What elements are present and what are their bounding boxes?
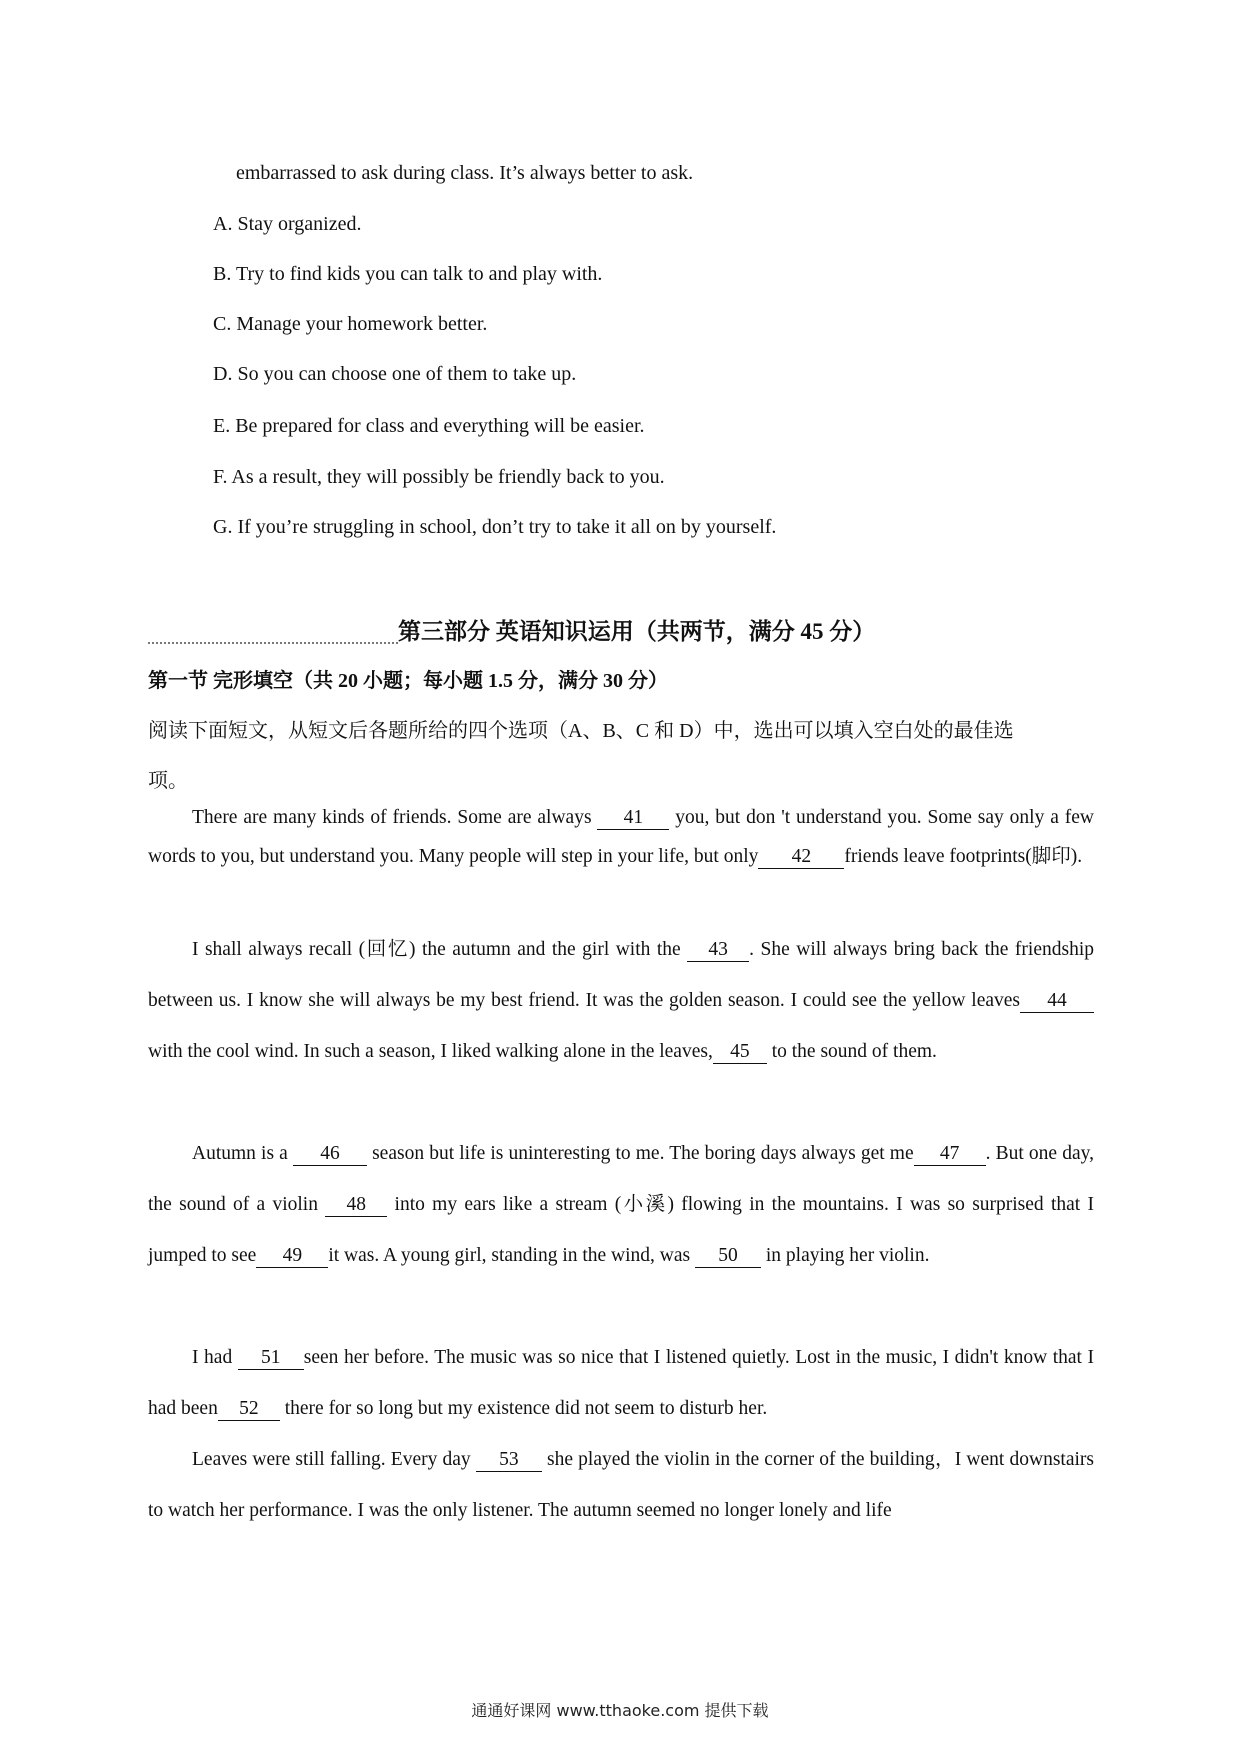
blank-52: 52 [218,1398,280,1421]
option-d: D. So you can choose one of them to take up. [213,363,577,385]
passage-paragraph-4 [148,1332,1094,1434]
section-heading [148,616,948,648]
passage-paragraph-3 [148,1128,1094,1281]
blank-46: 46 [293,1143,367,1166]
blank-51: 51 [238,1347,304,1370]
option-e: E. Be prepared for class and everything will be easier. [213,415,645,437]
passage-paragraph-1 [148,798,1094,876]
blank-45: 45 [713,1041,767,1064]
blank-42: 42 [758,846,844,869]
page-footer: 通通好课网 www.tthaoke.com 提供下载 [471,1701,769,1720]
subsection-heading: 第一节 完形填空（共 20 小题；每小题 1.5 分，满分 30 分） [148,670,668,692]
blank-49: 49 [256,1245,328,1268]
continuation-text: embarrassed to ask during class. It’s always better to ask. [236,162,694,184]
instruction-line-2: 项。 [148,770,188,792]
passage-text: friends leave footprints(脚印). [844,846,1083,867]
passage-text: with the cool wind. In such a season, I liked walking alone in the leaves, [148,1041,713,1062]
blank-48: 48 [325,1194,387,1217]
passage-text: . She will always bring back the friendship between us. I know she will always be my best friend. It was the golden season. I could see the yellow leaves [148,939,1094,1011]
blank-41: 41 [597,807,669,830]
passage-text: Autumn is a [192,1143,293,1164]
passage-text: there for so long but my existence did not seem to disturb her. [279,1398,768,1419]
passage-text: There are many kinds of friends. Some are always [192,807,598,828]
passage-text: into my ears like a stream (小溪) flowing in the mountains. I was so surprised that I jumped to see [148,1194,1094,1266]
blank-43: 43 [687,939,749,962]
passage-text: . But one day, the sound of a violin [148,1143,1094,1215]
blank-53: 53 [476,1449,542,1472]
option-b: B. Try to find kids you can talk to and play with. [213,263,603,285]
blank-44: 44 [1020,990,1094,1013]
instruction-line-1: 阅读下面短文，从短文后各题所给的四个选项（A、B、C 和 D）中，选出可以填入空白处的最佳选 [148,720,1014,742]
passage-text: in playing her violin. [761,1245,930,1266]
passage-text: she played the violin in the corner of the building，I went downstairs to watch her performance. I was the only listener. The autumn seemed no longer lonely and life [148,1449,1094,1521]
section-heading-text: 第三部分 英语知识运用（共两节，满分 45 分） [398,619,876,644]
passage-text: you, but don 't understand you. Some say only a few words to you, but understand you. Many people will step in your life, but only [148,807,1094,867]
passage-paragraph-5 [148,1434,1094,1536]
passage-text: I had [192,1347,238,1368]
option-f: F. As a result, they will possibly be friendly back to you. [213,466,665,488]
option-g: G. If you’re struggling in school, don’t try to take it all on by yourself. [213,516,777,538]
blank-50: 50 [695,1245,761,1268]
passage-text: I shall always recall (回忆) the autumn and the girl with the [192,939,688,960]
passage-paragraph-2 [148,924,1094,1077]
passage-text: Leaves were still falling. Every day [192,1449,476,1470]
passage-text: seen her before. The music was so nice that I listened quietly. Lost in the music, I didn't know that I had been [148,1347,1094,1419]
passage-text: season but life is uninteresting to me. The boring days always get me [366,1143,914,1164]
option-a: A. Stay organized. [213,213,362,235]
passage-text: it was. A young girl, standing in the wind, was [328,1245,696,1266]
passage-text: to the sound of them. [766,1041,937,1062]
option-c: C. Manage your homework better. [213,313,488,335]
blank-47: 47 [914,1143,986,1166]
dotted-leader [148,638,398,644]
